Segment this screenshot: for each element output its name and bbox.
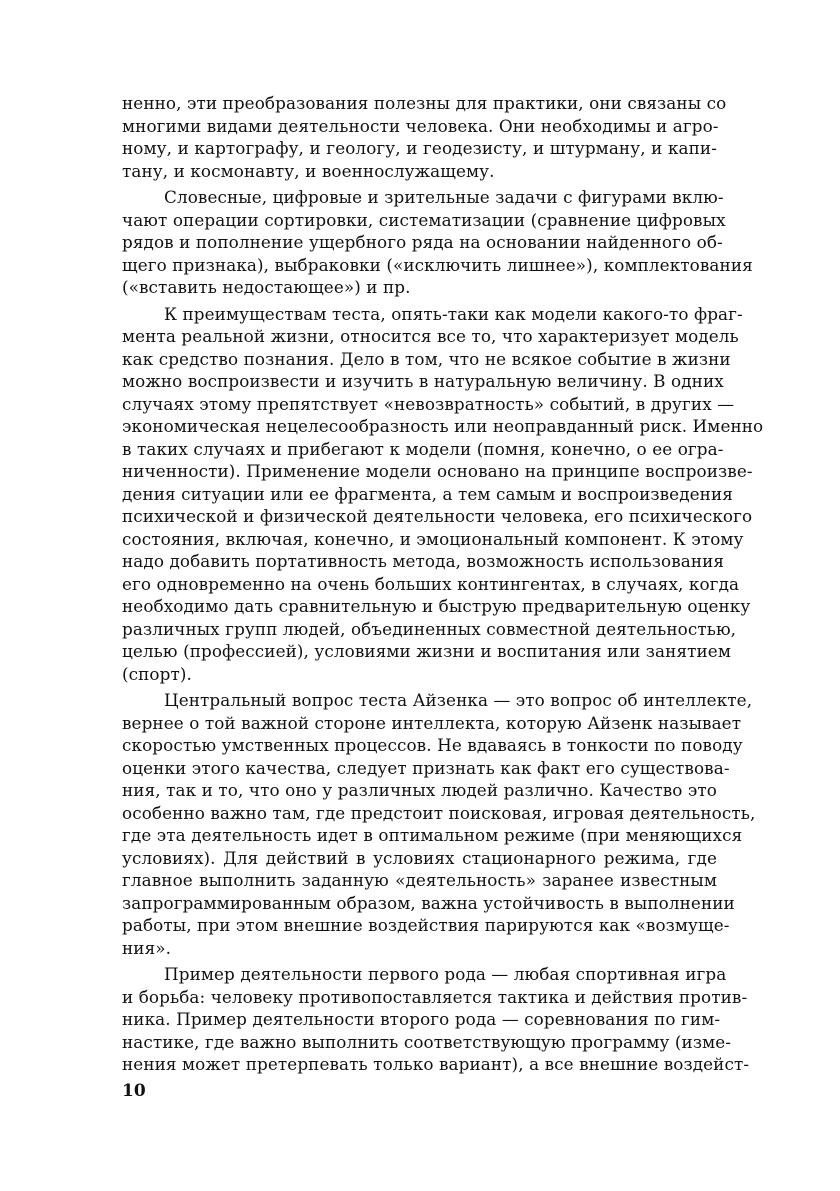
text-line: в таких случаях и прибегают к модели (помня, конечно, о ее огра- <box>122 438 724 459</box>
text-line: ника. Пример деятельности второго рода — соревнования по гим- <box>122 1009 721 1029</box>
text-line: необходимо дать сравнительную и быструю предварительную оценку <box>122 596 751 616</box>
text-line: чают операции сортировки, систематизации (сравнение цифровых <box>122 209 726 230</box>
text-line: психической и физической деятельности человека, его психического <box>122 506 753 526</box>
paragraph <box>122 92 727 182</box>
text-line: щего признака), выбраковки («исключить лишнее»), комплектования <box>122 254 753 275</box>
text-line: работы, при этом внешние воздействия парируются как «возмуще- <box>122 915 730 935</box>
text-line: ному, и картографу, и геологу, и геодезисту, и штурману, и капи- <box>122 138 717 158</box>
text-line: состояния, включая, конечно, и эмоциональный компонент. К этому <box>122 528 744 549</box>
text-line: ниченности). Применение модели основано на принципе воспроизве- <box>122 461 753 481</box>
text-line: мента реальной жизни, относится все то, что характеризует модель <box>122 326 739 346</box>
text-line: Центральный вопрос теста Айзенка — это вопрос об интеллекте, <box>164 690 753 710</box>
text-line: ния». <box>122 937 172 958</box>
text-line: можно воспроизвести и изучить в натуральную величину. В одних <box>122 371 724 391</box>
paragraph <box>122 303 764 686</box>
text-line: целью (профессией), условиями жизни и воспитания или занятием <box>122 641 731 661</box>
text-line: ненно, эти преобразования полезны для практики, они связаны со <box>122 93 727 113</box>
text-line: тану, и космонавту, и военнослужащему. <box>122 160 495 181</box>
text-line: его одновременно на очень больших контингентах, в случаях, когда <box>122 573 740 594</box>
text-line: настике, где важно выполнить соответствующую программу (изме- <box>122 1031 732 1052</box>
text-line: Словесные, цифровые и зрительные задачи с фигурами вклю- <box>164 187 724 207</box>
text-line: («вставить недостающее») и пр. <box>122 277 411 297</box>
text-line: Пример деятельности первого рода — любая спортивная игра <box>164 964 727 984</box>
text-line: скоростью умственных процессов. Не вдаваясь в тонкости по поводу <box>122 735 743 755</box>
text-line: различных групп людей, объединенных совместной деятельностью, <box>122 618 737 639</box>
paragraph <box>122 963 750 1076</box>
text-line: нения может претерпевать только вариант), а все внешние воздейст- <box>122 1054 750 1074</box>
text-line: и борьба: человеку противопоставляется тактика и действия против- <box>122 986 748 1007</box>
text-line: главное выполнить заданную «деятельность» заранее известным <box>122 870 717 890</box>
paragraph <box>122 689 756 959</box>
page-number: 10 <box>122 1081 146 1101</box>
text-line: экономическая нецелесообразность или неоправданный риск. Именно <box>122 416 764 436</box>
text-line: надо добавить портативность метода, возможность использования <box>122 551 725 571</box>
text-line: рядов и пополнение ущербного ряда на основании найденного об- <box>122 232 723 252</box>
text-line: дения ситуации или ее фрагмента, а тем самым и воспроизведения <box>122 483 733 504</box>
text-line: условиях). Для действий в условиях стационарного режима, где <box>122 847 717 868</box>
text-line: вернее о той важной стороне интеллекта, которую Айзенк называет <box>122 712 742 733</box>
paragraph <box>122 186 753 299</box>
text-line: (спорт). <box>122 663 192 684</box>
body-text <box>122 92 764 1076</box>
text-line: многими видами деятельности человека. Они необходимы и агро- <box>122 115 719 136</box>
text-line: случаях этому препятствует «невозвратность» событий, в других — <box>122 393 735 414</box>
text-line: К преимуществам теста, опять-таки как модели какого-то фраг- <box>164 303 743 324</box>
text-line: запрограммированным образом, важна устойчивость в выполнении <box>122 892 735 913</box>
text-line: особенно важно там, где предстоит поисковая, игровая деятельность, <box>122 802 756 823</box>
text-line: как средство познания. Дело в том, что не всякое событие в жизни <box>122 348 731 369</box>
text-line: где эта деятельность идет в оптимальном режиме (при меняющихся <box>122 825 743 845</box>
text-line: ния, так и то, что оно у различных людей различно. Качество это <box>122 780 717 800</box>
text-line: оценки этого качества, следует признать как факт его существова- <box>122 757 730 778</box>
